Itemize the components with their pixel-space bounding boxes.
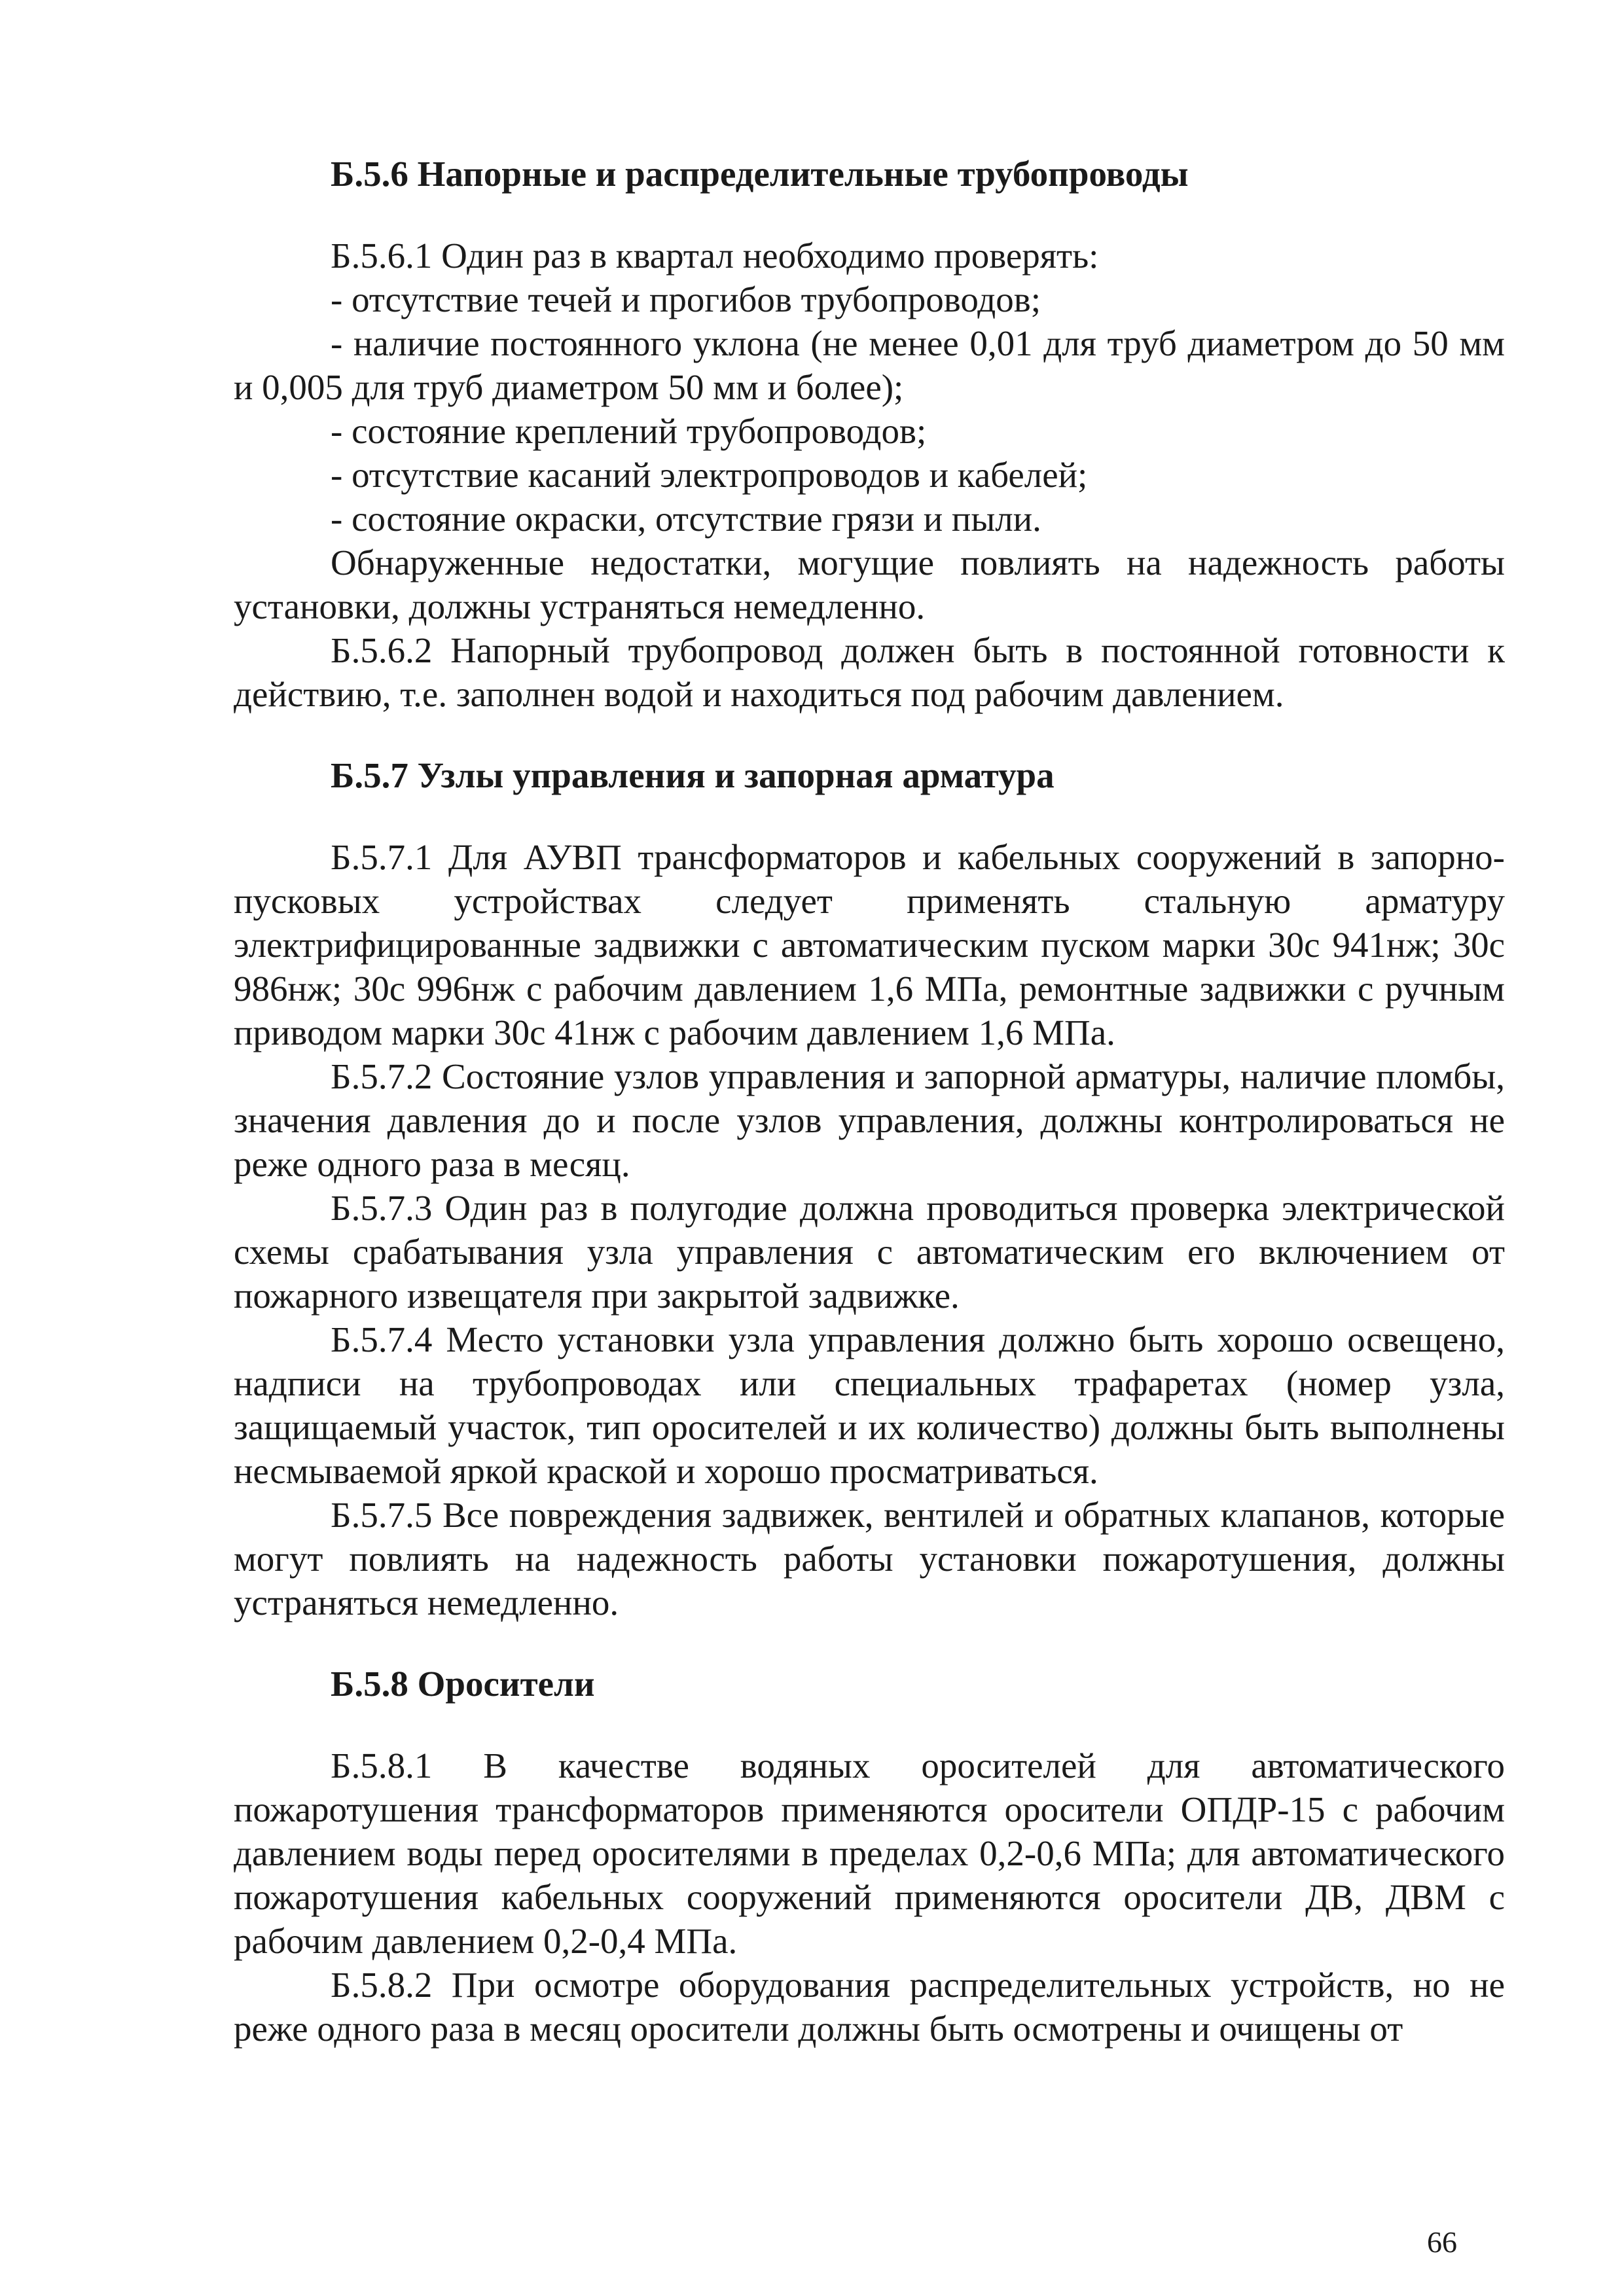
paragraph: Б.5.6.2 Напорный трубопровод должен быть в постоянной готовности к действию, т.е. заполнен водой и находиться под рабочим давлением. [234,630,1505,714]
spacer [234,1624,1505,1662]
paragraph: Б.5.7.1 Для АУВП трансформаторов и кабельных сооружений в запорно-пусковых устройствах следует применять стальную арматуру электрифицированные задвижки с автоматическим пуском марки 30с 941нж; 30с 986нж; 30с 996нж с рабочим давлением 1,6 МПа, ремонтные задвижки с ручным приводом марки 30с 41нж с рабочим давлением 1,6 МПа. [234,837,1505,1052]
list-item: - отсутствие касаний электропроводов и кабелей; [331,455,1088,495]
section-heading-b-5-8: Б.5.8 Оросители [331,1664,595,1704]
paragraph: Б.5.8.2 При осмотре оборудования распределительных устройств, но не реже одного раза в месяц оросители должны быть осмотрены и очищены от [234,1965,1505,2049]
paragraph: Б.5.7.2 Состояние узлов управления и запорной арматуры, наличие пломбы, значения давления до и после узлов управления, должны контролироваться не реже одного раза в месяц. [234,1056,1505,1184]
spacer [234,196,1505,234]
paragraph: Б.5.7.3 Один раз в полугодие должна проводиться проверка электрической схемы срабатывания узла управления с автоматическим его включением от пожарного извещателя при закрытой задвижке. [234,1188,1505,1316]
paragraph: Б.5.8.1 В качестве водяных оросителей для автоматического пожаротушения трансформаторов применяются оросители ОПДР-15 с рабочим давлением воды перед оросителями в пределах 0,2-0,6 МПа; для автоматического пожаротушения кабельных сооружений применяются оросители ДВ, ДВМ с рабочим давлением 0,2-0,4 МПа. [234,1746,1505,1961]
list-item: - состояние креплений трубопроводов; [331,411,927,451]
spacer [234,716,1505,753]
page-content [234,152,1505,2051]
spacer [234,798,1505,835]
spacer [234,1706,1505,1744]
list-item: - состояние окраски, отсутствие грязи и пыли. [331,499,1041,539]
paragraph: Б.5.7.4 Место установки узла управления должно быть хорошо освещено, надписи на трубопроводах или специальных трафаретах (номер узла, защищаемый участок, тип оросителей и их количество) должны быть выполнены несмываемой яркой краской и хорошо просматриваться. [234,1319,1505,1491]
page-number: 66 [1427,2225,1457,2259]
paragraph: Б.5.6.1 Один раз в квартал необходимо проверять: [331,236,1099,276]
paragraph: Б.5.7.5 Все повреждения задвижек, вентилей и обратных клапанов, которые могут повлиять на надежность работы установки пожаротушения, должны устраняться немедленно. [234,1495,1505,1623]
list-item: - отсутствие течей и прогибов трубопроводов; [331,279,1041,319]
paragraph: Обнаруженные недостатки, могущие повлиять на надежность работы установки, должны устраняться немедленно. [234,543,1505,626]
section-heading-b-5-6: Б.5.6 Напорные и распределительные трубопроводы [331,154,1189,194]
section-heading-b-5-7: Б.5.7 Узлы управления и запорная арматура [331,755,1055,795]
list-item: - наличие постоянного уклона (не менее 0,01 для труб диаметром до 50 мм и 0,005 для труб диаметром 50 мм и более); [234,323,1505,407]
